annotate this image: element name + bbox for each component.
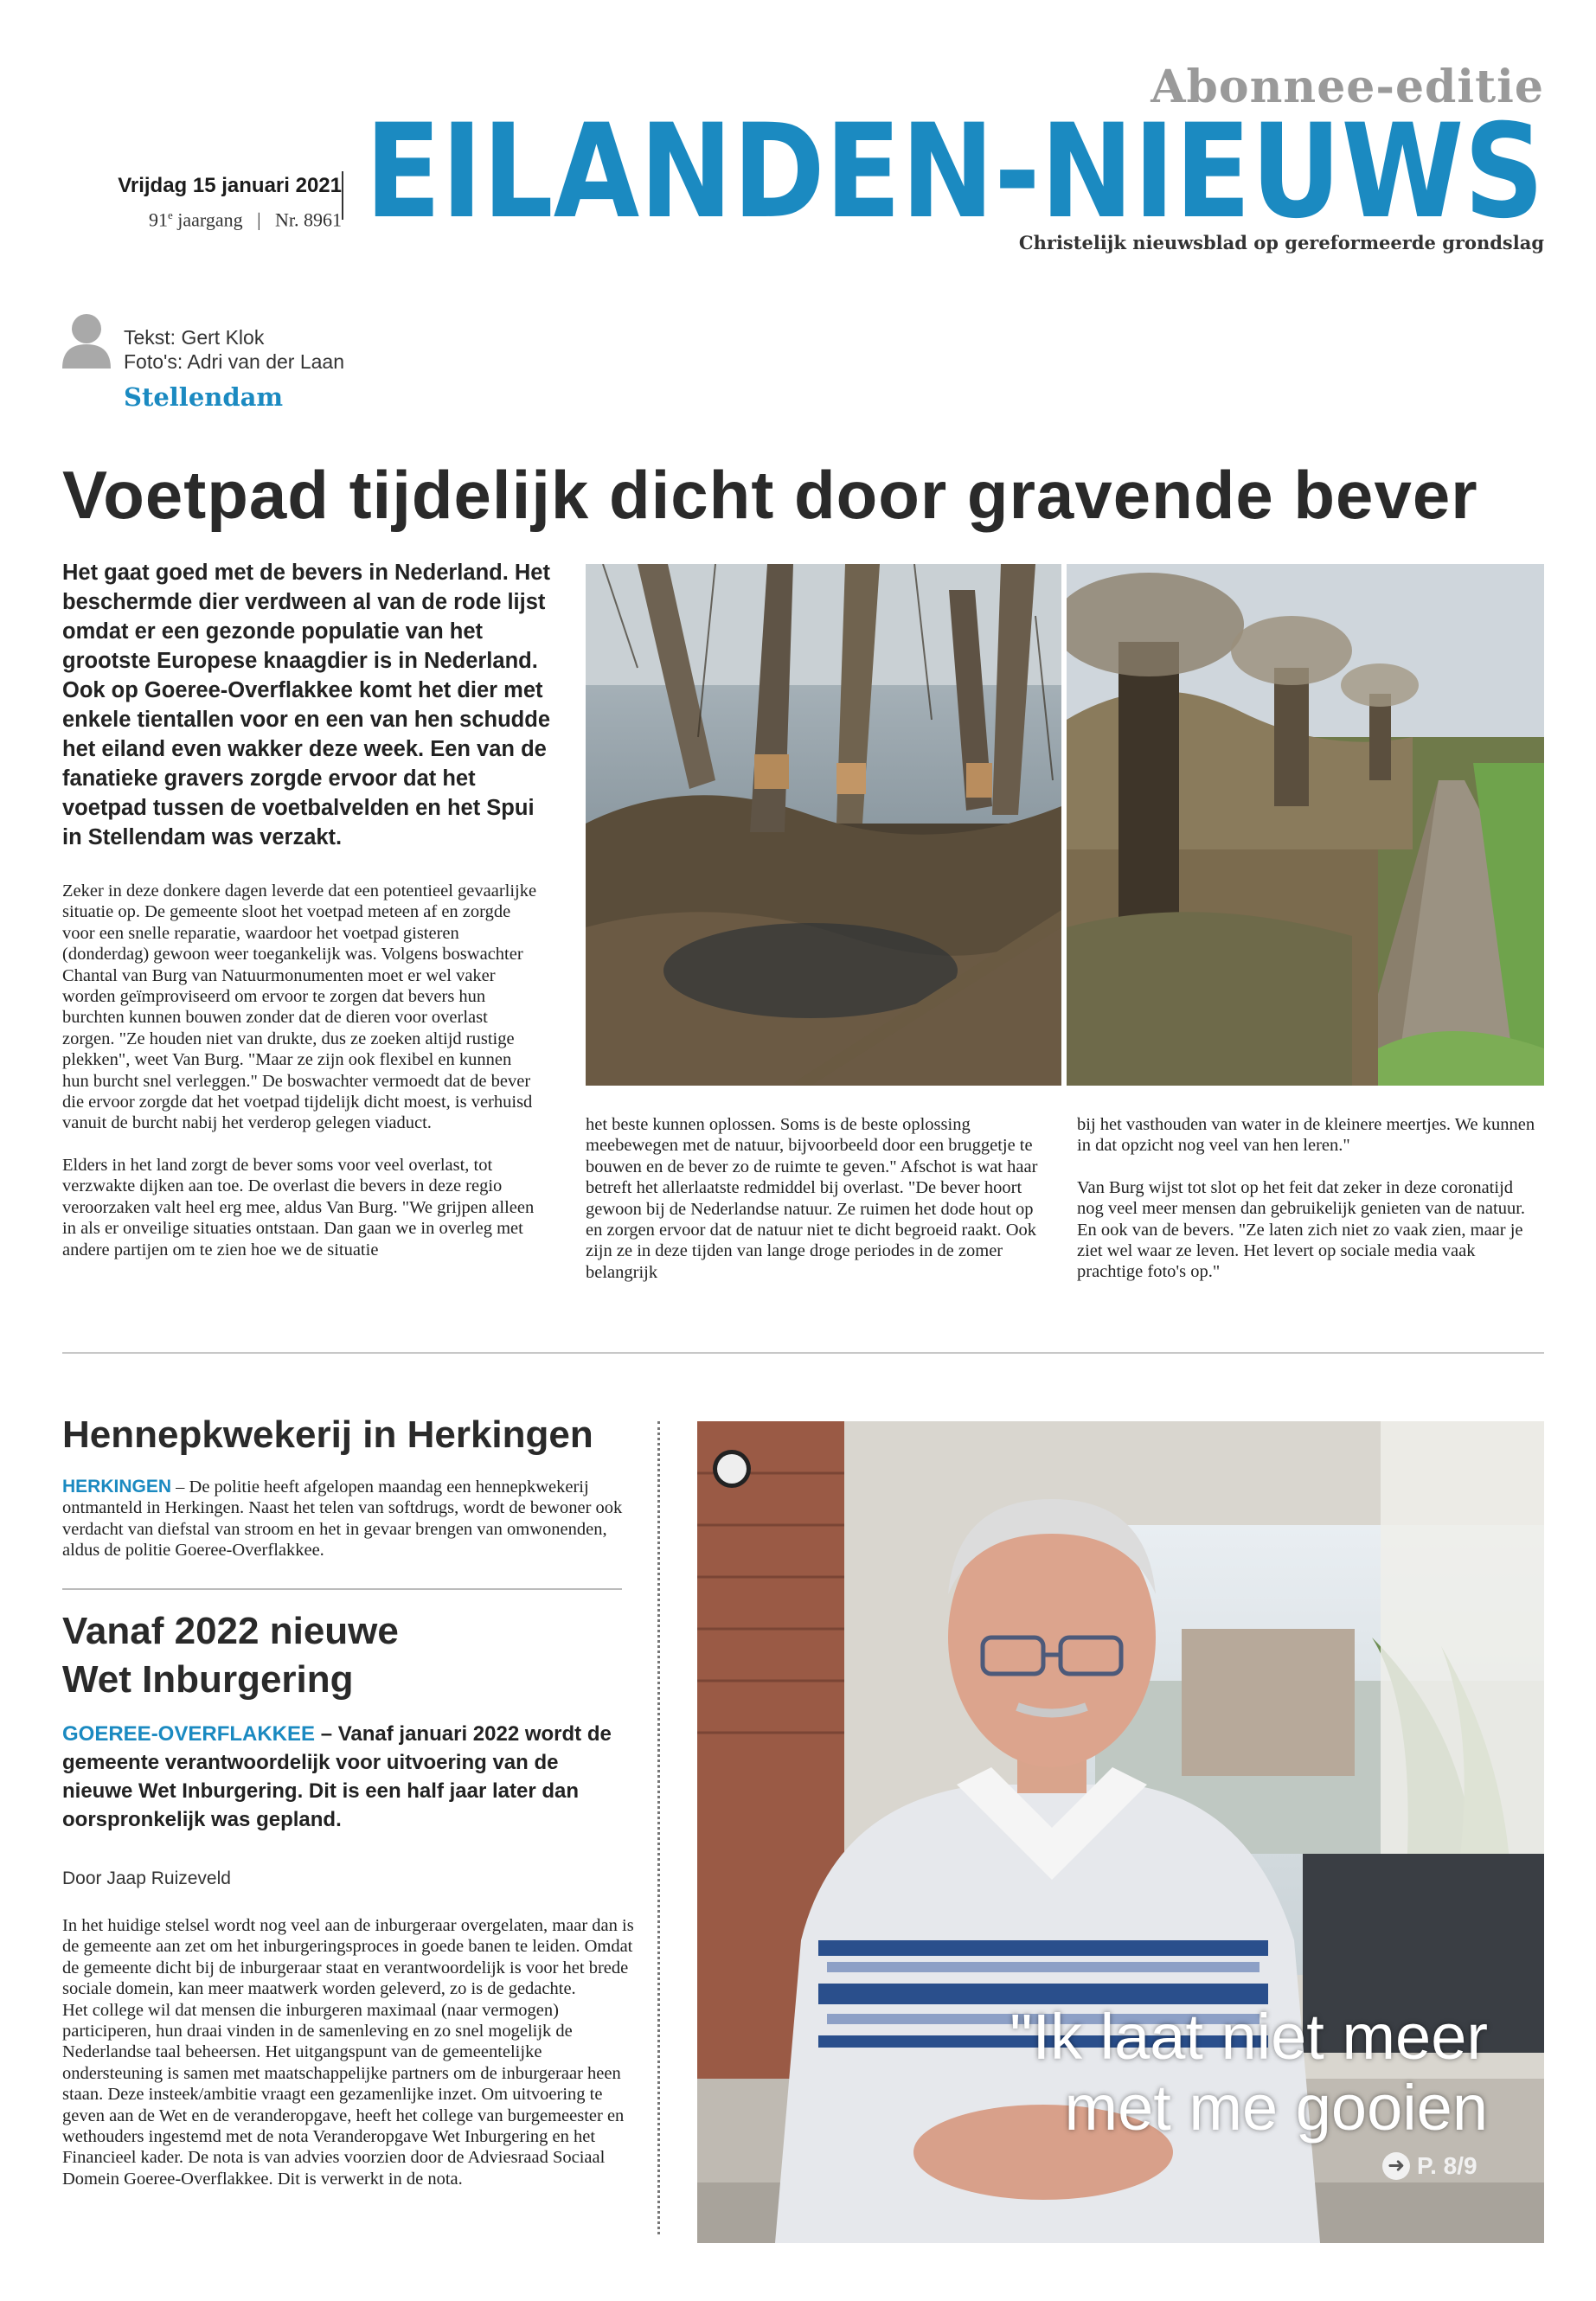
volume-word: jaargang — [177, 208, 243, 231]
feature-quote — [865, 2002, 1488, 2144]
section-divider — [62, 1352, 1544, 1354]
article-paragraph: In het huidige stelsel wordt nog veel aan de inburgeraar overgelaten, maar dan is de gemeente aan zet om het inburgeringsproces in goede banen te leiden. Omdat de gemeente dicht bij de inburgeraar staat en verantwoordelijk is voor het brede sociale domein, kan meer maatwerk worden geleverd, zo is de gedachte. — [62, 1916, 634, 1999]
article-paragraph: Van Burg wijst tot slot op het feit dat zeker in deze coronatijd nog veel meer mensen dan gebruikelijk genieten van de natuur. En ook van de bevers. "Ze laten zich niet zo vaak zien, maar je ziet wel waar ze leven. Het levert op sociale media vaak prachtige foto's op." — [1077, 1177, 1526, 1282]
main-headline: Voetpad tijdelijk dicht door gravende bever — [62, 457, 1478, 533]
dateline — [118, 171, 342, 234]
issue-date: Vrijdag 15 januari 2021 — [118, 174, 342, 197]
article2-lead-text: Vanaf januari 2022 wordt de gemeente verantwoordelijk voor uitvoering van de nieuwe Wet Inburgering. Dit is een half jaar later dan oorspronkelijk was gepland. — [62, 1722, 612, 1831]
masthead-divider — [342, 171, 343, 220]
brief-headline: Hennepkwekerij in Herkingen — [62, 1413, 593, 1456]
brief-kicker: HERKINGEN — [62, 1477, 172, 1497]
masthead-logo — [365, 114, 1544, 227]
article-column-2 — [586, 1114, 1044, 1304]
brief-dash: – — [171, 1477, 189, 1497]
article-paragraph: Elders in het land zorgt de bever soms voor veel overlast, tot verzwakte dijken aan toe. De overlast die bevers in deze regio veroorzaken valt heel erg mee, aldus Van Burg. "We grijpen alleen in als er onveilige situaties ontstaan. Dan gaan we in overleg met andere partijen om te zien hoe we de situatie — [62, 1155, 535, 1259]
edition-label: Abonnee-editie — [1151, 61, 1544, 113]
page-reference-label: P. 8/9 — [1417, 2152, 1477, 2179]
author-avatar-icon — [61, 311, 112, 369]
volume-suffix: e — [167, 208, 173, 221]
volume-number: 91 — [148, 208, 168, 231]
footpath-photo — [1067, 564, 1544, 1086]
volume-separator: | — [257, 208, 261, 231]
article-paragraph: Zeker in deze donkere dagen leverde dat een potentieel gevaarlijke situatie op. De gemeente sloot het voetpad meteen af en zorgde voor een snelle reparatie, waardoor het voetpad gisteren (donderdag) gewoon weer toegankelijk was. Volgens boswachter Chantal van Burg van Natuurmonumenten moet er wel vaker worden geïmproviseerd om ervoor te zorgen dat bevers hun burchten kunnen bouwen zonder dat de dieren voor overlast zorgen. "Ze houden niet van drukte, dus ze zoeken altijd rustige plekken", weet Van Burg. "Maar ze zijn ook flexibel en kunnen hun burcht snel verleggen." De boswachter vermoedt dat de bever die ervoor zorgde dat het voetpad tijdelijk dicht moest, is verhuisd vanuit de burcht nabij het verderop gelegen viaduct. — [62, 881, 537, 1133]
feature-quote-line: "Ik laat niet meer — [1010, 2001, 1488, 2073]
article2-headline — [62, 1607, 399, 1704]
article-column-3 — [1077, 1114, 1535, 1304]
brief-text — [62, 1477, 633, 1561]
brief-divider — [62, 1588, 622, 1590]
article2-headline-line: Wet Inburgering — [62, 1658, 354, 1701]
article-paragraph: Het college wil dat mensen die inburgeren maximaal (naar vermogen) participeren, hun draai vinden in de samenleving en zo snel mogelijk de Nederlandse taal beheersen. Het uitgangspunt van de gemeentelijke ondersteuning is samen met maatschappelijke partners om de inburgeraar heen staan. Deze insteek/ambitie vraagt een gezamenlijke inzet. Om uitvoering te geven aan de Wet en de veranderopgave, heeft het college van burgemeester en wethouders ingestemd met de nota Veranderopgave Wet Inburgering en het Financieel kader. De nota is van advies voorzien door de Adviesraad Sociaal Domein Goeree-Overflakkee. Dit is verwerkt in de nota. — [62, 2000, 625, 2189]
column-divider — [657, 1421, 660, 2234]
article-column-1 — [62, 881, 542, 1281]
article2-lead — [62, 1720, 633, 1834]
feature-quote-line: met me gooien — [1064, 2072, 1488, 2144]
byline-photo: Foto's: Adri van der Laan — [124, 350, 344, 373]
byline — [124, 325, 344, 374]
masthead-tagline: Christelijk nieuwsblad op gereformeerde grondslag — [1018, 232, 1544, 253]
beaver-trees-photo — [586, 564, 1061, 1086]
brief-body: De politie heeft afgelopen maandag een hennepkwekerij ontmanteld in Herkingen. Naast het telen van softdrugs, wordt de bewoner ook verdacht van diefstal van stroom en het in gevaar brengen van omwonenden, aldus de politie Goeree-Overflakkee. — [62, 1477, 623, 1561]
article2-dash: – — [315, 1722, 338, 1746]
issue-number: Nr. 8961 — [275, 208, 342, 231]
article-paragraph: het beste kunnen oplossen. Soms is de beste oplossing meebewegen met de natuur, bijvoorbeeld door een bruggetje te bouwen en de bever zo de ruimte te geven." Afschot is wat haar betreft het allerlaatste redmiddel bij overlast. "De bever hoort gewoon bij de Nederlandse natuur. Ze ruimen het dode hout op en zorgen ervoor dat de natuur niet te dicht begroeid raakt. Ook zijn ze in deze tijden van lange droge periodes in de zomer belangrijk — [586, 1115, 1038, 1282]
article2-kicker: GOEREE-OVERFLAKKEE — [62, 1722, 316, 1746]
article2-headline-line: Vanaf 2022 nieuwe — [62, 1610, 399, 1652]
article2-body — [62, 1915, 635, 2189]
article-lead: Het gaat goed met de bevers in Nederland. Het beschermde dier verdween al van de rode lijst omdat er een gezonde populatie van het grootste Europese knaagdier is in Nederland. Ook op Goeree-Overflakkee komt het dier met enkele tientallen voor en een van hen schudde het eiland even wakker deze week. Een van de fanatieke gravers zorgde ervoor dat het voetpad tussen de voetbalvelden en het Spui in Stellendam was verzakt. — [62, 561, 551, 849]
article-location: Stellendam — [124, 382, 284, 412]
byline-text: Tekst: Gert Klok — [124, 326, 265, 349]
arrow-right-icon: ➜ — [1382, 2152, 1410, 2180]
issue-volume — [118, 201, 342, 234]
article-paragraph: bij het vasthouden van water in de kleinere meertjes. We kunnen in dat opzicht nog veel van hen leren." — [1077, 1115, 1535, 1156]
masthead-title: EILANDEN-NIEUWS — [365, 114, 1544, 227]
page-reference[interactable] — [1382, 2152, 1477, 2180]
article2-author: Door Jaap Ruizeveld — [62, 1868, 231, 1888]
